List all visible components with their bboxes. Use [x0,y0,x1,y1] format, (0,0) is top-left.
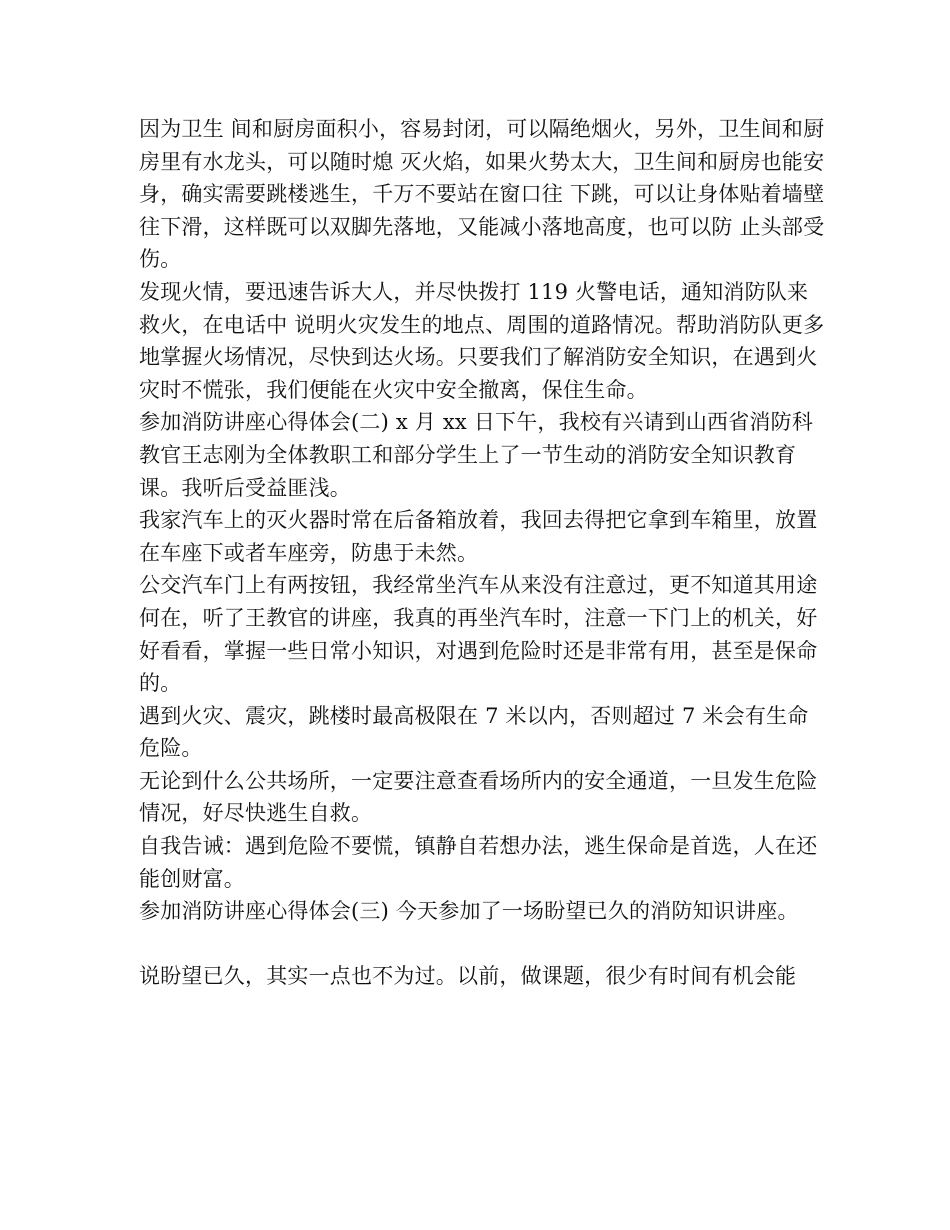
document-body [139,113,829,993]
blank-line [139,928,829,961]
paragraph-4: 我家汽车上的灭火器时常在后备箱放着，我回去得把它拿到车箱里，放置在车座下或者车座旁，防患于未然。 [139,508,818,565]
paragraph-1: 因为卫生 间和厨房面积小，容易封闭，可以隔绝烟火，另外，卫生间和厨房里有水龙头，可以随时熄 灭火焰，如果火势太大，卫生间和厨房也能安身，确实需要跳楼逃生，千万不要站在窗口往 下跳，可以让身体贴着墙壁往下滑，这样既可以双脚先落地，又能减小落地高度，也可以防 止头部受伤。 [139,117,825,272]
paragraph-3: 参加消防讲座心得体会(二) x 月 xx 日下午，我校有兴请到山西省消防科教官王志刚为全体教职工和部分学生上了一节生动的消防安全知识教育课。我听后受益匪浅。 [139,410,814,500]
paragraph-5: 公交汽车门上有两按钮，我经常坐汽车从来没有注意过，更不知道其用途何在，听了王教官的讲座，我真的再坐汽车时，注意一下门上的机关，好好看看，掌握一些日常小知识，对遇到危险时还是非常有用，甚至是保命的。 [139,573,818,696]
paragraph-7: 无论到什么公共场所，一定要注意查看场所内的安全通道，一旦发生危险情况，好尽快逃生自救。 [139,768,818,826]
paragraph-9: 参加消防讲座心得体会(三) 今天参加了一场盼望已久的消防知识讲座。 [139,899,799,924]
paragraph-8: 自我告诫：遇到危险不要慌，镇静自若想办法，逃生保命是首选，人在还能创财富。 [139,834,818,891]
paragraph-10: 说盼望已久，其实一点也不为过。以前，做课题，很少有时间有机会能 [139,964,797,989]
paragraph-2: 发现火情，要迅速告诉大人，并尽快拨打 119 火警电话，通知消防队来救火，在电话中 说明火灾发生的地点、周围的道路情况。帮助消防队更多地掌握火场情况，尽快到达火场。只要我们了解消防安全知识，在遇到火灾时不慌张，我们便能在火灾中安全撤离，保住生命。 [139,279,825,402]
paragraph-6: 遇到火灾、震灾，跳楼时最高极限在 7 米以内，否则超过 7 米会有生命危险。 [139,703,809,761]
